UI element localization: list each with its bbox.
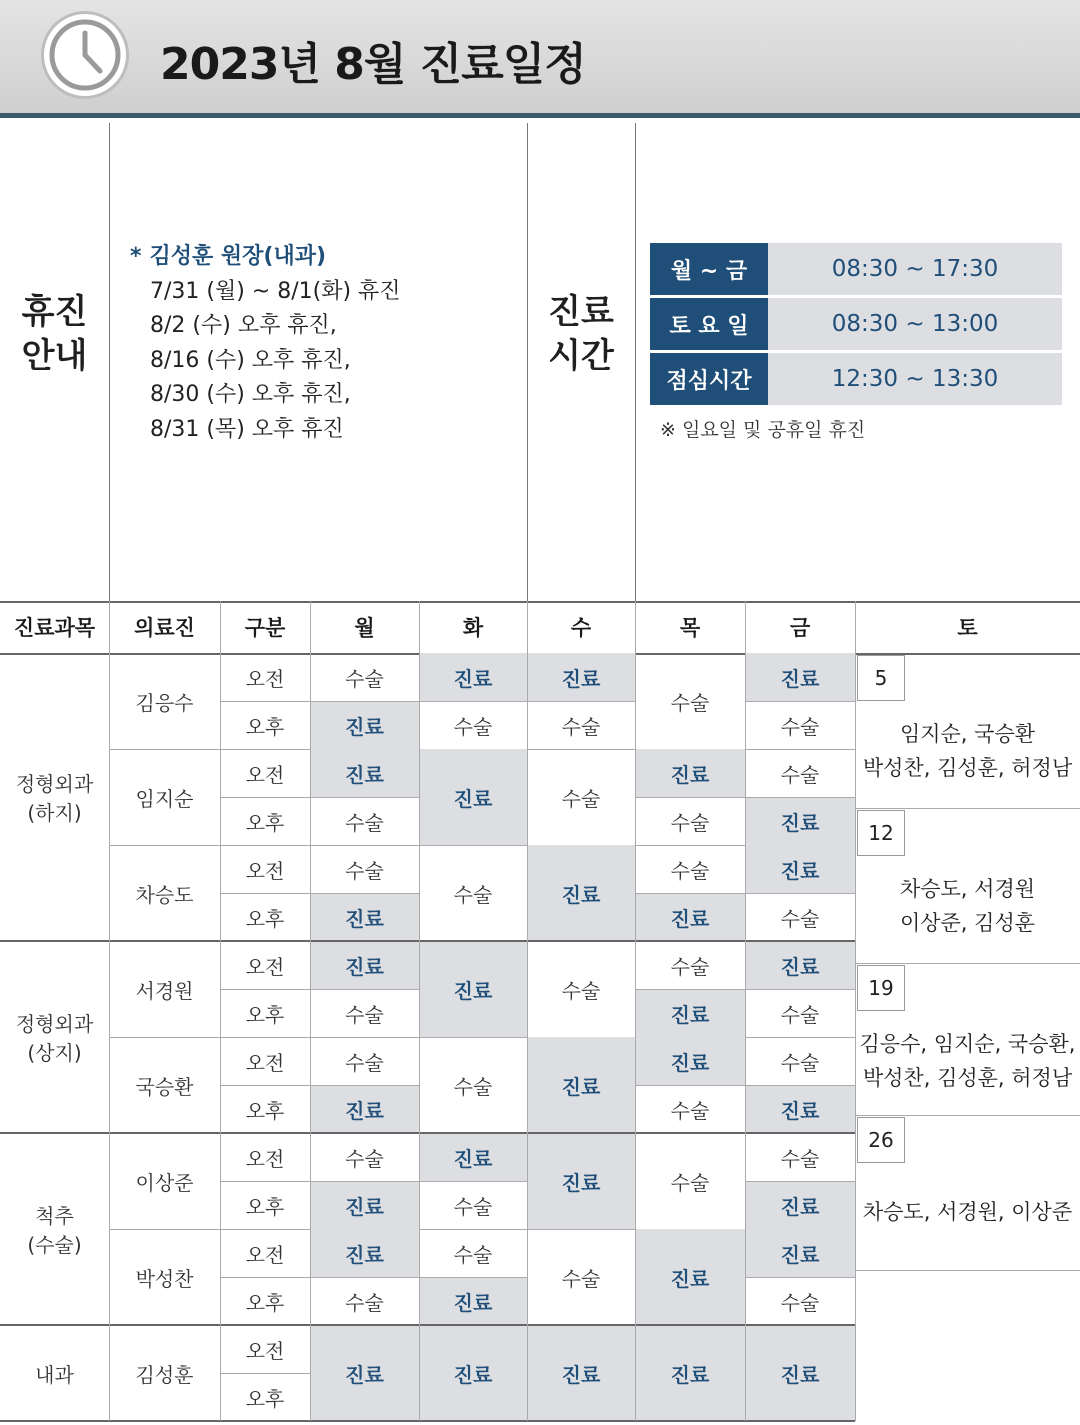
schedule-cell: 진료 (419, 1133, 527, 1181)
slot-am: 오전 (245, 762, 285, 787)
column-header: 수 (570, 616, 592, 640)
schedule-cell: 진료 (419, 941, 527, 1037)
column-header: 진료과목 (13, 616, 96, 640)
slot-pm: 오후 (245, 1194, 285, 1219)
saturday-doctors: 차승도, 서경원 이상준, 김성훈 (899, 877, 1036, 935)
page-title: 2023년 8월 진료일정 (160, 39, 586, 90)
schedule-cell: 진료 (745, 1181, 855, 1229)
schedule-cell: 수술 (345, 810, 384, 835)
closure-line: 8/2 (수) 오후 휴진, (150, 313, 337, 338)
schedule-cell: 수술 (670, 954, 710, 979)
saturday-doctors: 차승도, 서경원, 이상준 (862, 1200, 1073, 1224)
saturday-date: 12 (857, 810, 905, 856)
schedule-cell: 수술 (780, 714, 820, 739)
schedule-cell: 수술 (670, 690, 710, 715)
schedule-cell: 수술 (780, 1290, 820, 1315)
department-name: 정형외과 (상지) (15, 1012, 94, 1065)
doctor-name: 임지순 (135, 786, 194, 811)
column-header: 월 (354, 616, 375, 640)
schedule-cell: 진료 (527, 653, 635, 701)
schedule-cell: 진료 (310, 1229, 419, 1277)
hours-row: 점심시간 12:30 ~ 13:30 (650, 353, 1062, 405)
schedule-cell: 수술 (345, 1002, 384, 1027)
schedule-table (0, 601, 1080, 1425)
saturday-doctors: 김응수, 임지순, 국승환, 박성찬, 김성훈, 허정남 (859, 1032, 1076, 1090)
schedule-cell: 수술 (670, 858, 710, 883)
closure-label: 휴진 안내 (21, 292, 88, 376)
slot-am: 오전 (245, 858, 285, 883)
hours-row: 토 요 일 08:30 ~ 13:00 (650, 298, 1062, 350)
column-header: 구분 (244, 616, 286, 640)
schedule-cell: 수술 (345, 858, 384, 883)
schedule-cell: 수술 (345, 1146, 384, 1171)
schedule-cell: 진료 (310, 701, 419, 749)
slot-pm: 오후 (245, 906, 285, 931)
schedule-cell: 진료 (527, 845, 635, 941)
schedule-cell: 수술 (670, 810, 710, 835)
saturday-date: 5 (857, 655, 905, 701)
slot-pm: 오후 (245, 1290, 285, 1315)
schedule-cell: 진료 (527, 1133, 635, 1229)
schedule-cell: 진료 (310, 1085, 419, 1133)
schedule-cell: 진료 (310, 941, 419, 989)
clock-icon (44, 14, 126, 96)
hours-label: 진료 시간 (548, 292, 614, 376)
schedule-cell: 진료 (635, 1229, 745, 1325)
slot-am: 오전 (245, 1242, 285, 1267)
schedule-cell: 수술 (453, 1194, 493, 1219)
slot-pm: 오후 (245, 1098, 285, 1123)
doctor-name: 김성훈 (135, 1362, 194, 1387)
slot-am: 오전 (245, 1146, 285, 1171)
schedule-cell: 수술 (345, 1050, 384, 1075)
column-header: 목 (679, 616, 701, 640)
slot-am: 오전 (245, 666, 285, 691)
doctor-name: 국승환 (135, 1074, 194, 1099)
column-header: 화 (462, 616, 484, 640)
schedule-cell: 진료 (745, 941, 855, 989)
schedule-cell: 수술 (780, 762, 820, 787)
closure-line: 8/16 (수) 오후 휴진, (150, 347, 351, 373)
schedule-cell: 진료 (310, 1325, 419, 1421)
slot-pm: 오후 (245, 714, 285, 739)
doctor-name: 박성찬 (135, 1266, 194, 1291)
schedule-cell: 진료 (635, 749, 745, 797)
schedule-cell: 수술 (561, 786, 601, 811)
schedule-cell: 수술 (561, 978, 601, 1003)
page-header (0, 0, 1080, 118)
doctor-name: 차승도 (135, 882, 194, 907)
schedule-cell: 진료 (310, 1181, 419, 1229)
department-name: 내과 (35, 1362, 74, 1387)
schedule-cell: 진료 (745, 1229, 855, 1277)
hours-row: 월 ~ 금 08:30 ~ 17:30 (650, 243, 1062, 295)
schedule-cell: 진료 (745, 653, 855, 701)
slot-pm: 오후 (245, 1386, 285, 1411)
doctor-name: 김응수 (135, 690, 194, 715)
schedule-cell: 수술 (780, 906, 820, 931)
slot-am: 오전 (245, 954, 285, 979)
schedule-cell: 진료 (635, 1325, 745, 1421)
doctor-name: 이상준 (135, 1170, 194, 1195)
schedule-cell: 수술 (670, 1098, 710, 1123)
schedule-cell: 진료 (527, 1037, 635, 1133)
closure-line: 8/31 (목) 오후 휴진 (150, 416, 344, 442)
closure-notice: * 김성훈 원장(내과) 7/31 (월) ~ 8/1(화) 휴진 8/2 (수) 오후 휴진, 8/16 (수) 오후 휴진, 8/30 (수) 오후 휴진, 8/31 (목) 오후 휴진 (130, 240, 401, 447)
column-header: 의료진 (134, 616, 195, 640)
department-name: 정형외과 (하지) (15, 772, 94, 825)
slot-pm: 오후 (245, 810, 285, 835)
closure-heading: 김성훈 원장(내과) (149, 244, 327, 269)
schedule-cell: 진료 (745, 1085, 855, 1133)
schedule-cell: 진료 (527, 1325, 635, 1421)
schedule-cell: 수술 (561, 714, 601, 739)
schedule-cell: 수술 (345, 666, 384, 691)
schedule-cell: 진료 (310, 893, 419, 941)
schedule-cell: 진료 (419, 749, 527, 845)
closure-line: 8/30 (수) 오후 휴진, (150, 382, 351, 407)
column-header: 금 (789, 616, 811, 640)
schedule-cell: 진료 (745, 1325, 855, 1421)
schedule-cell: 수술 (670, 1170, 710, 1195)
schedule-cell: 수술 (780, 1146, 820, 1171)
schedule-cell: 수술 (453, 1074, 493, 1099)
schedule-cell: 진료 (745, 797, 855, 845)
hours-table (650, 243, 1062, 408)
slot-am: 오전 (245, 1338, 285, 1363)
schedule-cell: 수술 (561, 1266, 601, 1291)
schedule-cell: 진료 (419, 1277, 527, 1325)
slot-am: 오전 (245, 1050, 285, 1075)
department-name: 척추 (수술) (27, 1204, 82, 1257)
column-header: 토 (957, 616, 978, 640)
schedule-cell: 수술 (453, 1242, 493, 1267)
schedule-cell: 수술 (345, 1290, 384, 1315)
schedule-cell: 수술 (453, 882, 493, 907)
closure-line: 7/31 (월) ~ 8/1(화) 휴진 (150, 278, 401, 304)
schedule-cell: 진료 (419, 653, 527, 701)
saturday-doctors: 임지순, 국승환 박성찬, 김성훈, 허정남 (862, 722, 1073, 780)
slot-pm: 오후 (245, 1002, 285, 1027)
schedule-cell: 진료 (635, 893, 745, 941)
saturday-date: 19 (857, 965, 905, 1011)
schedule-cell: 수술 (780, 1050, 820, 1075)
schedule-cell: 진료 (419, 1325, 527, 1421)
schedule-cell: 진료 (635, 1037, 745, 1085)
schedule-cell: 진료 (310, 749, 419, 797)
hours-note: ※ 일요일 및 공휴일 휴진 (660, 419, 866, 441)
schedule-cell: 수술 (453, 714, 493, 739)
schedule-cell: 진료 (745, 845, 855, 893)
schedule-cell: 진료 (635, 989, 745, 1037)
schedule-cell: 수술 (780, 1002, 820, 1027)
doctor-name: 서경원 (135, 978, 194, 1003)
saturday-date: 26 (857, 1117, 905, 1163)
